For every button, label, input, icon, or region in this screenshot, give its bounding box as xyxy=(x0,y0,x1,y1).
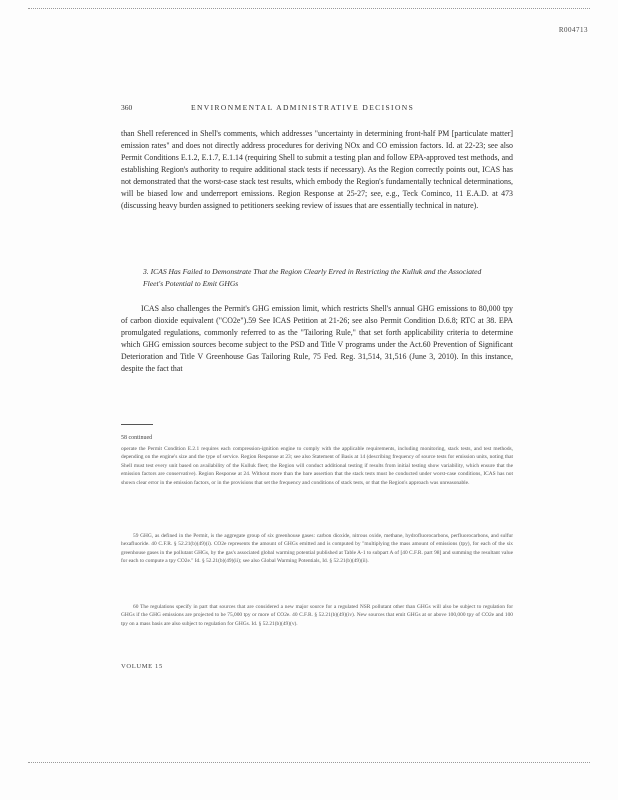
running-title: ENVIRONMENTAL ADMINISTRATIVE DECISIONS xyxy=(191,103,415,112)
footnote-60: 60 The regulations specify in part that sources that are considered a new major source for a regulated NSR pollutant other than GHGs will also be subject to regulation for GHGs if the GHG emissions are projected to be 75,000 tpy or more of CO2e. 40 C.F.R. § 52.21(b)(49)(iv). New sources that emit GHGs at or above 100,000 tpy of CO2e and 100 tpy on a mass basis are also subject to regulation for GHGs. Id. § 52.21(b)(49)(v). xyxy=(121,604,513,627)
volume-footer: VOLUME 15 xyxy=(121,663,163,670)
footnote-continued-label: 58 continued xyxy=(121,435,153,441)
scan-edge-bottom xyxy=(28,762,590,763)
scan-edge-top xyxy=(28,8,590,9)
footnote-59: 59 GHG, as defined in the Permit, is the aggregate group of six greenhouse gases: carbon dioxide, nitrous oxide, methane, hydrofluorocarbons, perfluorocarbons, and sulfur hexafluoride. 40 C.F.R. § 52.21(b)(49)(i). CO2e represents the amount of GHGs emitted and is computed by "multiplying the mass amount of emissions (tpy), for each of the six greenhouse gases in the pollutant GHGs, by the gas's associated global warming potential published at Table A-1 to subpart A of [40 C.F.R. part 98] and summing the resultant value for each to compute a tpy CO2e." Id. § 52.21(b)(49)(ii); see also Global Warming Potentials, Id. § 52.21(b)(49)(ii). xyxy=(121,533,513,565)
body-paragraph-1: than Shell referenced in Shell's comments, which addresses "uncertainty in determining front-half PM [particulate matter] emission rates" and does not directly address procedures for deriving NOx and CO emission factors. Id. at 22-23; see also Permit Conditions E.1.2, E.1.7, E.1.14 (requiring Shell to submit a testing plan and follow EPA-approved test methods, and establishing Region's authority to require additional stack tests if necessary). As the Region correctly points out, ICAS has not demonstrated that the worst-case stack test results, which embody the Region's fundamentally technical determinations, will be biased low and underreport emissions. Region Response at 25-27; see, e.g., Teck Cominco, 11 E.A.D. at 473 (discussing heavy burden assigned to petitioners seeking review of issues that are essentially technical in nature). xyxy=(121,129,513,210)
bates-stamp: R004713 xyxy=(558,26,588,34)
footnote-continued: operate the Permit Condition E.2.1 requires each compression-ignition engine to comply with the applicable requirements, including monitoring, stack tests, and test methods, depending on the engine's size and the type of service. Region Response at 23; see also Statement of Basis at 14 (describing frequency of source tests for emission units, noting that Shell must test every unit based on availability of the Kulluk fleet; the Region will conduct additional testing if results from initial testing show variability, which ensure that the emission factors are conservative). Region Response at 24. Without more than the bare assertion that the stack tests must be conducted under worst-case conditions, ICAS has not shown clear error in the emission factors, or in the provisions that set the frequency and conditions of stack tests, or that the Region's approach was unreasonable. xyxy=(121,446,513,486)
section-heading: 3. ICAS Has Failed to Demonstrate That the Region Clearly Erred in Restricting the Kulluk and the Associated Fleet's Potential to Emit GHGs xyxy=(143,267,482,288)
page-number: 360 xyxy=(121,103,133,112)
body-paragraph-2: ICAS also challenges the Permit's GHG emission limit, which restricts Shell's annual GHG emissions to 80,000 tpy of carbon dioxide equivalent ("CO2e").59 See ICAS Petition at 21-26; see also Permit Condition D.6.8; RTC at 38. EPA promulgated regulations, commonly referred to as the "Tailoring Rule," that set forth applicability criteria to determine which GHG emission sources become subject to the PSD and Title V programs under the Act.60 Prevention of Significant Deterioration and Title V Greenhouse Gas Tailoring Rule, 75 Fed. Reg. 31,514, 31,516 (June 3, 2010). In this instance, despite the fact that xyxy=(121,304,513,373)
footnote-divider xyxy=(121,424,153,425)
